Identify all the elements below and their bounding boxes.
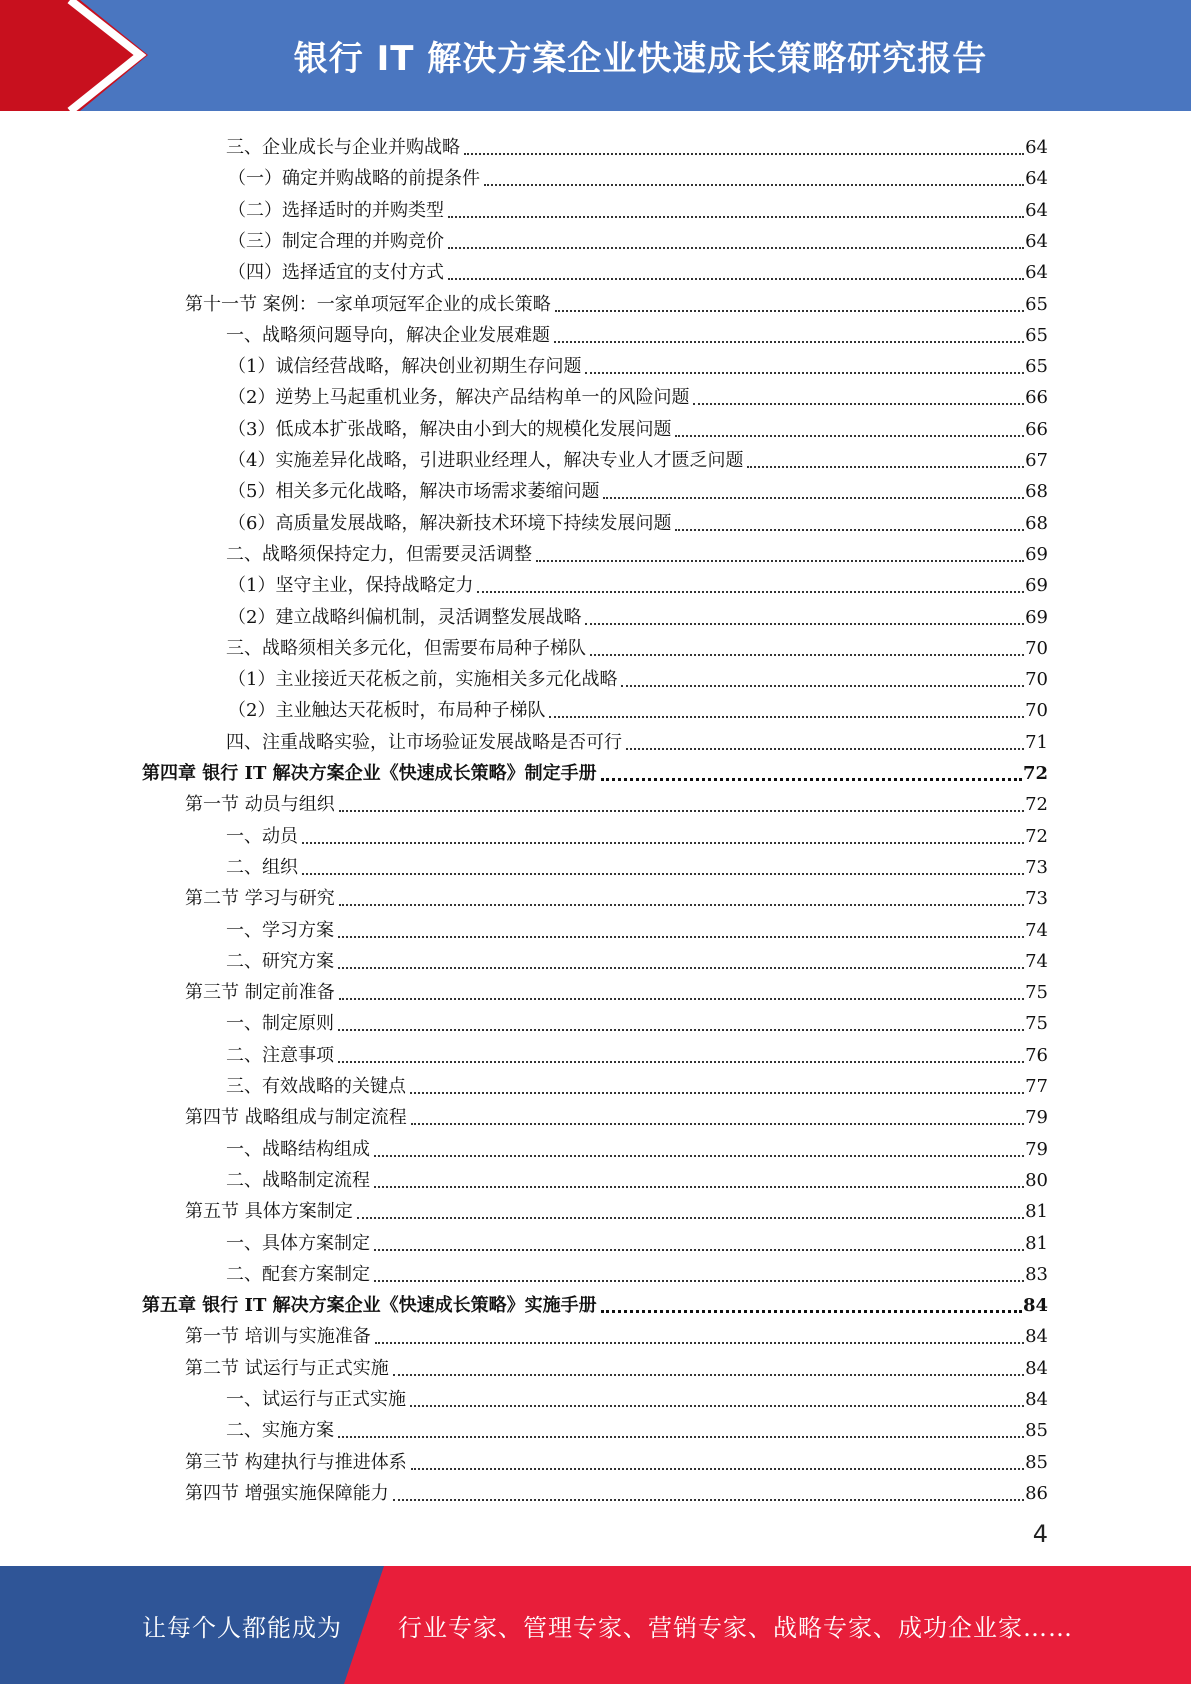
toc-section-entry[interactable] bbox=[185, 1192, 1048, 1223]
toc-entry-page: 72 bbox=[1022, 763, 1048, 784]
toc-dot-leader bbox=[747, 465, 1024, 468]
toc-entry-page: 64 bbox=[1025, 262, 1048, 284]
toc-dot-leader bbox=[590, 653, 1024, 656]
toc-entry-page: 71 bbox=[1025, 731, 1048, 753]
toc-entry-title: 一、试运行与正式实施 bbox=[226, 1389, 406, 1410]
toc-entry-page: 81 bbox=[1025, 1201, 1048, 1223]
toc-entry-page: 73 bbox=[1025, 856, 1048, 878]
toc-dot-leader bbox=[621, 684, 1024, 687]
toc-dot-leader bbox=[484, 183, 1024, 186]
toc-dot-leader bbox=[464, 152, 1024, 155]
toc-entry-title: 二、实施方案 bbox=[226, 1420, 334, 1442]
toc-entry-page: 64 bbox=[1025, 137, 1048, 158]
toc-dot-leader bbox=[338, 935, 1024, 938]
chevron-decoration-icon bbox=[0, 0, 160, 111]
toc-dot-leader bbox=[338, 1435, 1024, 1438]
toc-entry-title: 第一节 动员与组织 bbox=[185, 794, 335, 816]
toc-entry-title: 三、企业成长与企业并购战略 bbox=[226, 137, 460, 158]
toc-entry-title: 一、动员 bbox=[226, 825, 298, 847]
toc-entry-title: （三）制定合理的并购竞价 bbox=[228, 230, 444, 252]
toc-subsection-entry[interactable] bbox=[226, 911, 1048, 942]
toc-subsection-entry[interactable] bbox=[226, 1224, 1048, 1255]
toc-dot-leader bbox=[339, 903, 1024, 906]
toc-dot-leader bbox=[585, 622, 1024, 625]
toc-entry-title: 第一节 培训与实施准备 bbox=[185, 1326, 371, 1348]
toc-entry-title: （2）逆势上马起重机业务，解决产品结构单一的风险问题 bbox=[228, 387, 690, 409]
toc-entry-title: 第二节 学习与研究 bbox=[185, 888, 335, 910]
toc-entry-page: 84 bbox=[1022, 1295, 1048, 1317]
toc-subsection-entry[interactable] bbox=[228, 598, 1048, 629]
toc-section-entry[interactable] bbox=[185, 1443, 1048, 1474]
toc-entry-title: （1）诚信经营战略，解决创业初期生存问题 bbox=[228, 356, 582, 378]
toc-subsection-entry[interactable] bbox=[226, 723, 1048, 754]
toc-entry-page: 70 bbox=[1025, 637, 1048, 659]
toc-subsection-entry[interactable] bbox=[228, 472, 1048, 503]
toc-subsection-entry[interactable] bbox=[228, 253, 1048, 284]
toc-entry-page: 86 bbox=[1025, 1482, 1048, 1504]
toc-entry-title: 二、战略须保持定力，但需要灵活调整 bbox=[226, 543, 532, 565]
toc-entry-page: 79 bbox=[1025, 1107, 1048, 1129]
toc-dot-leader bbox=[339, 809, 1024, 812]
toc-entry-page: 83 bbox=[1025, 1263, 1048, 1285]
toc-entry-title: 第五章 银行 IT 解决方案企业《快速成长策略》实施手册 bbox=[142, 1295, 597, 1317]
toc-entry-title: （6）高质量发展战略，解决新技术环境下持续发展问题 bbox=[228, 512, 672, 534]
toc-dot-leader bbox=[536, 559, 1024, 562]
toc-entry-title: 第四节 战略组成与制定流程 bbox=[185, 1107, 407, 1129]
toc-entry-page: 84 bbox=[1025, 1357, 1048, 1379]
toc-subsection-entry[interactable] bbox=[228, 410, 1048, 441]
toc-entry-title: 第三节 构建执行与推进体系 bbox=[185, 1451, 407, 1473]
toc-dot-leader bbox=[338, 966, 1024, 969]
toc-entry-title: 第三节 制定前准备 bbox=[185, 982, 335, 1004]
toc-entry-page: 70 bbox=[1025, 700, 1048, 722]
toc-entry-page: 69 bbox=[1025, 606, 1048, 628]
toc-chapter-entry[interactable] bbox=[142, 754, 1048, 785]
toc-subsection-entry[interactable] bbox=[226, 942, 1048, 973]
toc-dot-leader bbox=[448, 246, 1024, 249]
toc-entry-page: 66 bbox=[1025, 418, 1048, 440]
toc-subsection-entry[interactable] bbox=[228, 566, 1048, 597]
toc-entry-title: 二、组织 bbox=[226, 856, 298, 878]
toc-section-entry[interactable] bbox=[185, 879, 1048, 910]
toc-dot-leader bbox=[374, 1154, 1024, 1157]
toc-entry-page: 74 bbox=[1025, 950, 1048, 972]
toc-entry-page: 67 bbox=[1025, 450, 1048, 471]
toc-entry-title: 一、学习方案 bbox=[226, 919, 334, 941]
toc-dot-leader bbox=[555, 309, 1024, 312]
toc-entry-title: （一）确定并购战略的前提条件 bbox=[228, 168, 480, 190]
toc-subsection-entry[interactable] bbox=[226, 1130, 1048, 1161]
toc-subsection-entry[interactable] bbox=[226, 1036, 1048, 1067]
toc-dot-leader bbox=[601, 1309, 1022, 1313]
toc-entry-page: 84 bbox=[1025, 1389, 1048, 1410]
toc-subsection-entry[interactable] bbox=[226, 848, 1048, 879]
toc-entry-page: 75 bbox=[1025, 982, 1048, 1004]
report-title: 银行 IT 解决方案企业快速成长策略研究报告 bbox=[293, 39, 988, 79]
toc-entry-page: 64 bbox=[1025, 199, 1048, 221]
toc-subsection-entry[interactable] bbox=[226, 316, 1048, 347]
toc-subsection-entry[interactable] bbox=[228, 191, 1048, 222]
toc-entry-page: 74 bbox=[1025, 919, 1048, 941]
toc-entry-page: 64 bbox=[1025, 230, 1048, 252]
toc-entry-title: 四、注重战略实验，让市场验证发展战略是否可行 bbox=[226, 731, 622, 753]
toc-subsection-entry[interactable] bbox=[226, 1255, 1048, 1286]
toc-dot-leader bbox=[357, 1216, 1024, 1219]
toc-entry-title: （1）坚守主业，保持战略定力 bbox=[228, 575, 474, 597]
toc-entry-title: 第五节 具体方案制定 bbox=[185, 1201, 353, 1223]
toc-entry-page: 84 bbox=[1025, 1326, 1048, 1348]
footer-slogan-left: 让每个人都能成为 bbox=[142, 1613, 342, 1642]
toc-subsection-entry[interactable] bbox=[226, 1380, 1048, 1411]
toc-entry-title: （二）选择适时的并购类型 bbox=[228, 199, 444, 221]
toc-entry-page: 65 bbox=[1025, 356, 1048, 378]
toc-dot-leader bbox=[375, 1341, 1024, 1344]
toc-entry-title: （3）低成本扩张战略，解决由小到大的规模化发展问题 bbox=[228, 418, 672, 440]
toc-dot-leader bbox=[338, 1060, 1024, 1063]
toc-section-entry[interactable] bbox=[185, 785, 1048, 816]
toc-entry-title: 二、战略制定流程 bbox=[226, 1169, 370, 1191]
toc-entry-page: 76 bbox=[1025, 1044, 1048, 1066]
page-number: 4 bbox=[1032, 1520, 1048, 1548]
toc-subsection-entry[interactable] bbox=[226, 1161, 1048, 1192]
toc-entry-title: 二、注意事项 bbox=[226, 1044, 334, 1066]
toc-entry-title: （1）主业接近天花板之前，实施相关多元化战略 bbox=[228, 669, 618, 691]
toc-entry-title: 第四章 银行 IT 解决方案企业《快速成长策略》制定手册 bbox=[142, 763, 597, 784]
toc-subsection-entry[interactable] bbox=[228, 504, 1048, 535]
toc-entry-page: 77 bbox=[1025, 1076, 1048, 1097]
toc-dot-leader bbox=[693, 402, 1024, 405]
toc-entry-page: 72 bbox=[1025, 825, 1048, 847]
toc-chapter-entry[interactable] bbox=[142, 1286, 1048, 1317]
toc-dot-leader bbox=[603, 496, 1024, 499]
toc-dot-leader bbox=[374, 1248, 1024, 1251]
toc-dot-leader bbox=[477, 590, 1024, 593]
toc-subsection-entry[interactable] bbox=[228, 660, 1048, 691]
toc-subsection-entry[interactable] bbox=[226, 629, 1048, 660]
toc-subsection-entry[interactable] bbox=[228, 378, 1048, 409]
toc-subsection-entry[interactable] bbox=[226, 1004, 1048, 1035]
toc-dot-leader bbox=[410, 1404, 1024, 1407]
toc-dot-leader bbox=[393, 1498, 1024, 1501]
toc-dot-leader bbox=[554, 340, 1024, 343]
toc-dot-leader bbox=[585, 371, 1024, 374]
toc-entry-title: 第十一节 案例：一家单项冠军企业的成长策略 bbox=[185, 293, 551, 315]
toc-section-entry[interactable] bbox=[185, 285, 1048, 316]
toc-entry-title: 一、具体方案制定 bbox=[226, 1232, 370, 1254]
toc-subsection-entry[interactable] bbox=[226, 817, 1048, 848]
toc-dot-leader bbox=[410, 1091, 1024, 1094]
toc-dot-leader bbox=[675, 528, 1024, 531]
toc-subsection-entry[interactable] bbox=[226, 1067, 1048, 1098]
toc-subsection-entry[interactable] bbox=[228, 691, 1048, 722]
toc-dot-leader bbox=[338, 1028, 1024, 1031]
toc-entry-title: （2）建立战略纠偏机制，灵活调整发展战略 bbox=[228, 606, 582, 628]
toc-section-entry[interactable] bbox=[185, 1474, 1048, 1505]
toc-section-entry[interactable] bbox=[185, 1317, 1048, 1348]
toc-dot-leader bbox=[302, 841, 1024, 844]
toc-entry-title: 二、配套方案制定 bbox=[226, 1263, 370, 1285]
toc-entry-page: 68 bbox=[1025, 512, 1048, 534]
toc-subsection-entry[interactable] bbox=[228, 347, 1048, 378]
toc-subsection-entry[interactable] bbox=[228, 441, 1048, 472]
toc-entry-title: 一、战略须问题导向，解决企业发展难题 bbox=[226, 324, 550, 346]
toc-dot-leader bbox=[302, 872, 1024, 875]
toc-section-entry[interactable] bbox=[185, 1098, 1048, 1129]
toc-entry-title: 三、有效战略的关键点 bbox=[226, 1076, 406, 1097]
toc-entry-page: 66 bbox=[1025, 387, 1048, 409]
toc-subsection-entry[interactable] bbox=[226, 128, 1048, 159]
toc-entry-page: 64 bbox=[1025, 168, 1048, 190]
toc-entry-title: 二、研究方案 bbox=[226, 950, 334, 972]
toc-dot-leader bbox=[448, 215, 1024, 218]
toc-entry-title: （四）选择适宜的支付方式 bbox=[228, 262, 444, 284]
toc-subsection-entry[interactable] bbox=[226, 1411, 1048, 1442]
toc-entry-title: （5）相关多元化战略，解决市场需求萎缩问题 bbox=[228, 481, 600, 503]
toc-entry-title: （4）实施差异化战略，引进职业经理人，解决专业人才匮乏问题 bbox=[228, 450, 744, 471]
toc-section-entry[interactable] bbox=[185, 1349, 1048, 1380]
toc-subsection-entry[interactable] bbox=[226, 535, 1048, 566]
toc-entry-page: 70 bbox=[1025, 669, 1048, 691]
toc-entry-page: 80 bbox=[1025, 1169, 1048, 1191]
toc-dot-leader bbox=[411, 1122, 1024, 1125]
toc-entry-page: 65 bbox=[1025, 293, 1048, 315]
page-header bbox=[0, 0, 1191, 111]
toc-entry-page: 69 bbox=[1025, 543, 1048, 565]
toc-entry-page: 73 bbox=[1025, 888, 1048, 910]
toc-dot-leader bbox=[549, 715, 1024, 718]
toc-dot-leader bbox=[374, 1279, 1024, 1282]
toc-entry-title: 一、制定原则 bbox=[226, 1013, 334, 1035]
toc-subsection-entry[interactable] bbox=[228, 159, 1048, 190]
toc-entry-page: 65 bbox=[1025, 324, 1048, 346]
footer-slogan-right: 行业专家、管理专家、营销专家、战略专家、成功企业家…… bbox=[398, 1613, 1073, 1642]
toc-dot-leader bbox=[339, 997, 1024, 1000]
toc-entry-title: 三、战略须相关多元化，但需要布局种子梯队 bbox=[226, 637, 586, 659]
toc-dot-leader bbox=[601, 777, 1022, 781]
toc-entry-page: 72 bbox=[1025, 794, 1048, 816]
toc-subsection-entry[interactable] bbox=[228, 222, 1048, 253]
toc-dot-leader bbox=[626, 747, 1024, 750]
toc-entry-page: 68 bbox=[1025, 481, 1048, 503]
toc-dot-leader bbox=[448, 277, 1024, 280]
toc-entry-title: （2）主业触达天花板时，布局种子梯队 bbox=[228, 700, 546, 722]
toc-dot-leader bbox=[374, 1185, 1024, 1188]
page-footer bbox=[0, 1566, 1191, 1684]
toc-entry-page: 85 bbox=[1025, 1451, 1048, 1473]
toc-entry-page: 85 bbox=[1025, 1420, 1048, 1442]
toc-section-entry[interactable] bbox=[185, 973, 1048, 1004]
toc-entry-page: 75 bbox=[1025, 1013, 1048, 1035]
toc-entry-title: 第四节 增强实施保障能力 bbox=[185, 1482, 389, 1504]
toc-dot-leader bbox=[393, 1373, 1024, 1376]
toc-entry-page: 69 bbox=[1025, 575, 1048, 597]
toc-entry-page: 81 bbox=[1025, 1232, 1048, 1254]
toc-dot-leader bbox=[675, 434, 1024, 437]
toc-entry-title: 一、战略结构组成 bbox=[226, 1138, 370, 1160]
toc-entry-title: 第二节 试运行与正式实施 bbox=[185, 1357, 389, 1379]
toc-dot-leader bbox=[411, 1467, 1024, 1470]
toc-entry-page: 79 bbox=[1025, 1138, 1048, 1160]
